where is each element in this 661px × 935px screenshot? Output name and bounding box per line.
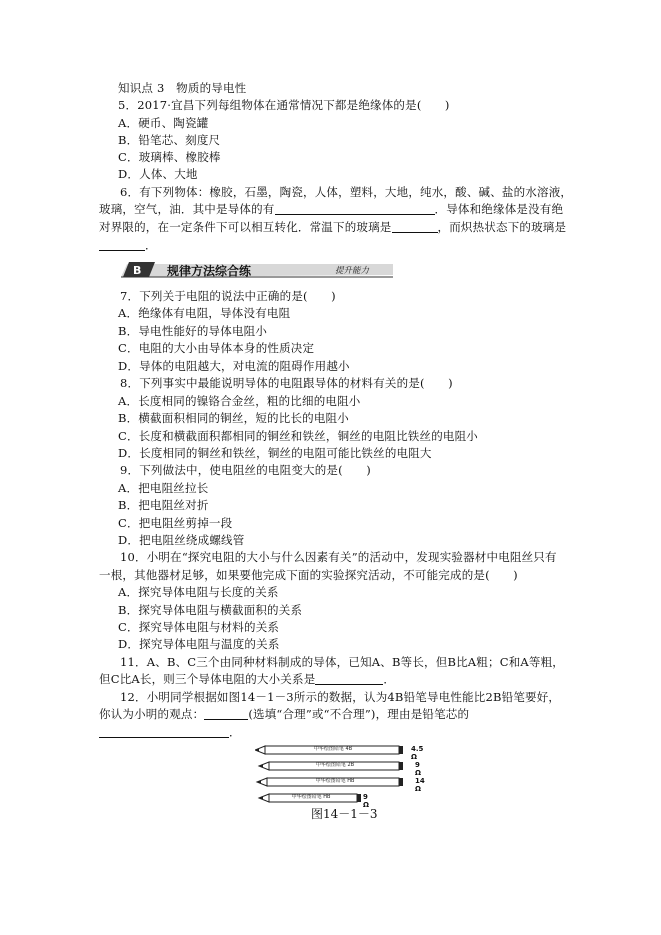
q10-option-d: D．探究导体电阻与温度的关系 <box>118 637 280 651</box>
q6-line3 <box>99 219 566 236</box>
q6-period: ． <box>145 238 157 252</box>
q6-blank-glass-normal[interactable] <box>392 220 438 233</box>
section-banner <box>121 261 393 278</box>
q7-option-b: B．导电性能好的导体电阻小 <box>118 324 268 338</box>
q6-line2-a: 玻璃，空气，油．其中是导体的有 <box>99 202 275 216</box>
q6-blank-glass-hot[interactable] <box>99 238 145 251</box>
q9-stem: 9．下列做法中，使电阻丝的电阻变大的是( ) <box>120 463 371 477</box>
q8-option-a: A．长度相同的镍铬合金丝，粗的比细的电阻小 <box>118 394 361 408</box>
q12-period: ． <box>229 725 241 739</box>
q7-option-d: D．导体的电阻越大，对电流的阻碍作用越小 <box>118 359 350 373</box>
q12-line2-b: (选填“合理”或“不合理”)，理由是铅笔芯的 <box>248 707 470 721</box>
q5-option-a: A．硬币、陶瓷罐 <box>118 116 209 130</box>
q6-line4 <box>99 237 157 254</box>
q10-option-a: A．探究导体电阻与长度的关系 <box>118 585 279 599</box>
q12-blank-opinion[interactable] <box>204 707 248 720</box>
q8-option-d: D．长度相同的铜丝和铁丝，铜丝的电阻可能比铁丝的电阻大 <box>118 446 432 460</box>
q8-option-c: C．长度和横截面积都相同的铜丝和铁丝，铜丝的电阻比铁丝的电阻小 <box>118 429 478 443</box>
q10-option-b: B．探究导体电阻与横截面积的关系 <box>118 603 303 617</box>
q12-line1: 12．小明同学根据如图14－1－3所示的数据，认为4B铅笔导电性能比2B铅笔要好， <box>120 690 561 704</box>
banner-badge-letter: B <box>133 264 142 277</box>
q11-line2 <box>99 671 395 688</box>
pencil-4b-value: 4.5 Ω <box>411 745 424 761</box>
q6-line3-a: 对界限的，在一定条件下可以相互转化．常温下的玻璃是 <box>99 220 392 234</box>
q5-option-d: D．人体、大地 <box>118 167 198 181</box>
banner-tag: 提升能力 <box>335 266 370 276</box>
q9-option-a: A．把电阻丝拉长 <box>118 481 209 495</box>
q6-line3-b: ，而炽热状态下的玻璃是 <box>437 220 567 234</box>
q10-line2: 一根，其他器材足够，如果要他完成下面的实验探究活动，不可能完成的是( ) <box>99 568 518 582</box>
q5-option-c: C．玻璃棒、橡胶棒 <box>118 150 221 164</box>
q10-option-c: C．探究导体电阻与材料的关系 <box>118 620 280 634</box>
pencil-4b-label: 中华绘图铅笔 4B <box>313 746 353 752</box>
section-heading: 知识点 3 物质的导电性 <box>118 81 247 95</box>
pencil-figure <box>255 744 445 809</box>
q9-option-d: D．把电阻丝绕成螺线管 <box>118 533 245 547</box>
q5-option-b: B．铅笔芯、刻度尺 <box>118 133 221 147</box>
q9-option-b: B．把电阻丝对折 <box>118 498 209 512</box>
q7-option-c: C．电阻的大小由导体本身的性质决定 <box>118 341 315 355</box>
pencil-hb-2-value: 9 Ω <box>363 793 369 809</box>
banner-title: 规律方法综合练 <box>167 264 252 278</box>
q8-stem: 8．下列事实中最能说明导体的电阻跟导体的材料有关的是( ) <box>120 376 453 390</box>
pencil-hb-2-label: 中华绘图铅笔 HB <box>291 794 331 800</box>
q6-blank-conductors[interactable] <box>275 202 435 215</box>
q11-period: ． <box>383 672 396 686</box>
q6-line2-b: ．导体和绝缘体是没有绝 <box>434 202 564 216</box>
q11-line2-a: 但C比A长，则三个导体电阻的大小关系是 <box>99 672 316 686</box>
q9-option-c: C．把电阻丝剪掉一段 <box>118 516 233 530</box>
pencil-hb-1-label: 中华绘图铅笔 HB <box>315 778 355 784</box>
q7-option-a: A．绝缘体有电阻，导体没有电阻 <box>118 306 291 320</box>
q6-line2 <box>99 201 563 218</box>
q12-line2 <box>99 706 469 723</box>
pencil-hb-1-value: 14 Ω <box>415 777 425 793</box>
q11-line1: 11．A、B、C三个由同种材料制成的导体，已知A、B等长，但B比A粗；C和A等粗， <box>120 655 565 669</box>
q8-option-b: B．横截面积相同的铜丝，短的比长的电阻小 <box>118 411 349 425</box>
q11-blank-relation[interactable] <box>315 672 383 685</box>
q5-stem: 5．2017·宜昌下列每组物体在通常情况下都是绝缘体的是( ) <box>118 98 450 112</box>
pencil-2b-label: 中华绘图铅笔 2B <box>315 762 355 768</box>
q12-line3 <box>99 724 241 741</box>
q7-stem: 7．下列关于电阻的说法中正确的是( ) <box>120 289 336 303</box>
q10-line1: 10．小明在“探究电阻的大小与什么因素有关”的活动中，发现实验器材中电阻丝只有 <box>120 550 557 564</box>
pencil-2b-value: 9 Ω <box>415 761 421 777</box>
figure-caption: 图14－1－3 <box>311 807 378 821</box>
q12-line2-a: 你认为小明的观点： <box>99 707 205 721</box>
q6-line1: 6．有下列物体：橡胶，石墨，陶瓷，人体，塑料，大地，纯水，酸、碱、盐的水溶液， <box>120 185 573 199</box>
q12-blank-reason[interactable] <box>99 725 229 738</box>
